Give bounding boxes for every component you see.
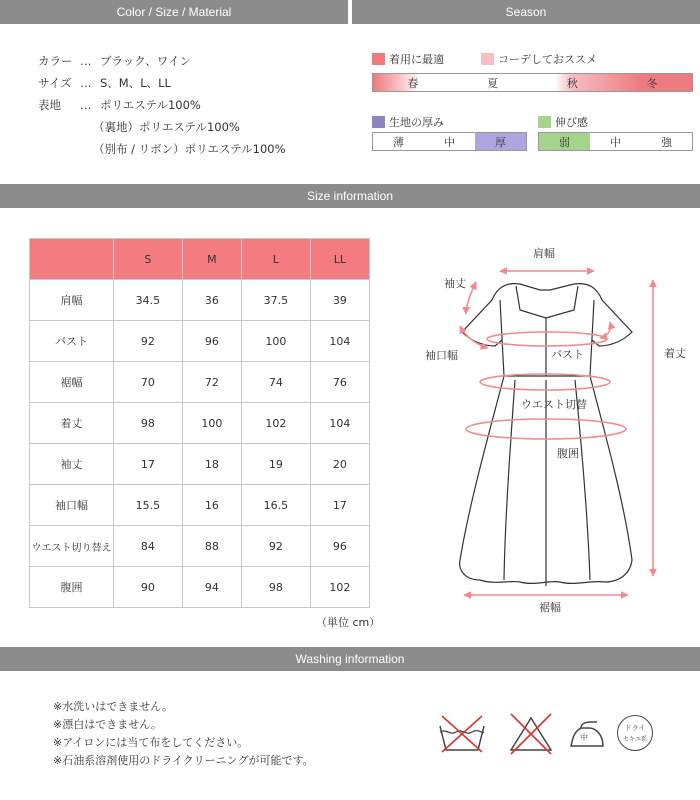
stretch-strong: 強 — [661, 135, 672, 149]
season-spring: 春 — [407, 76, 419, 90]
table-cell: 37.5 — [241, 280, 310, 321]
label-hem: 裾幅 — [539, 601, 561, 614]
table-cell: 98 — [114, 403, 183, 444]
wash-note: ※水洗いはできません。 — [53, 700, 173, 713]
table-cell: 100 — [241, 321, 310, 362]
table-row — [30, 403, 370, 444]
iron-icon — [567, 718, 607, 752]
stretch-medium: 中 — [610, 135, 621, 149]
season-summer: 夏 — [487, 76, 499, 90]
stretch-scale — [538, 132, 693, 151]
legend-swatch — [372, 116, 385, 128]
table-cell: 90 — [114, 567, 183, 608]
stretch-weak: 弱 — [539, 133, 590, 150]
thickness-medium: 中 — [444, 135, 455, 149]
table-cell: 17 — [114, 444, 183, 485]
table-row — [30, 485, 370, 526]
size-col-m: M — [182, 239, 241, 280]
no-bleach-icon — [505, 710, 557, 756]
size-info-header: Size information — [0, 184, 700, 208]
unit-note: （単位 cm） — [316, 616, 381, 629]
no-wash-icon — [436, 712, 488, 756]
table-cell: 92 — [114, 321, 183, 362]
material-value: S、M、L、LL — [100, 76, 171, 90]
table-row — [30, 444, 370, 485]
thickness-thin: 薄 — [393, 135, 404, 149]
material-label: サイズ — [38, 76, 72, 90]
material-label: 表地 — [38, 98, 61, 112]
season-winter: 冬 — [646, 76, 658, 90]
size-header-row — [30, 239, 370, 280]
table-cell: 102 — [310, 567, 369, 608]
table-cell: 100 — [182, 403, 241, 444]
label-shoulder: 肩幅 — [533, 247, 555, 260]
season-autumn: 秋 — [566, 76, 578, 90]
material-row — [38, 53, 191, 69]
material-label: カラー — [38, 54, 73, 68]
table-cell: 18 — [182, 444, 241, 485]
table-cell: 76 — [310, 362, 369, 403]
table-cell: 102 — [241, 403, 310, 444]
legend-swatch — [372, 53, 385, 65]
row-label: 肩幅 — [30, 280, 114, 321]
size-col-s: S — [114, 239, 183, 280]
season-scale — [372, 73, 693, 92]
separator: … — [80, 98, 92, 112]
iron-temp: 中 — [580, 733, 588, 742]
wash-note: ※アイロンには当て布をしてください。 — [53, 736, 249, 749]
wash-note: ※漂白はできません。 — [53, 718, 162, 731]
table-cell: 16 — [182, 485, 241, 526]
row-label: ウエスト切り替え — [30, 526, 114, 567]
legend-swatch — [481, 53, 494, 65]
dry-clean-icon — [617, 715, 653, 751]
table-cell: 104 — [310, 403, 369, 444]
table-cell: 17 — [310, 485, 369, 526]
table-cell: 96 — [310, 526, 369, 567]
row-label: 腹囲 — [30, 567, 114, 608]
season-header: Season — [352, 0, 700, 24]
size-corner-cell — [30, 239, 114, 280]
table-cell: 88 — [182, 526, 241, 567]
table-cell: 98 — [241, 567, 310, 608]
legend-label: 生地の厚み — [389, 116, 444, 129]
separator: … — [80, 54, 92, 68]
table-cell: 20 — [310, 444, 369, 485]
table-row — [30, 567, 370, 608]
legend-swatch — [538, 116, 551, 128]
label-sleeve-length: 袖丈 — [444, 277, 466, 290]
row-label: 袖丈 — [30, 444, 114, 485]
row-label: 裾幅 — [30, 362, 114, 403]
label-cuff: 袖口幅 — [425, 349, 458, 362]
table-cell: 19 — [241, 444, 310, 485]
legend-thickness — [372, 114, 444, 130]
material-row — [38, 97, 201, 113]
lining-row: （裏地）ポリエステル100% — [93, 120, 240, 134]
table-row — [30, 526, 370, 567]
table-cell: 94 — [182, 567, 241, 608]
material-value: ポリエステル100% — [100, 98, 201, 112]
wash-note: ※石油系溶剤使用のドライクリーニングが可能です。 — [53, 754, 314, 767]
ribbon-row: （別布 / リボン）ポリエステル100% — [93, 142, 286, 156]
table-cell: 39 — [310, 280, 369, 321]
washing-header: Washing information — [0, 647, 700, 671]
row-label: バスト — [30, 321, 114, 362]
measure-arrows — [460, 271, 653, 595]
dress-outline — [460, 284, 632, 586]
material-header: Color / Size / Material — [0, 0, 348, 24]
thickness-scale — [372, 132, 527, 151]
table-cell: 15.5 — [114, 485, 183, 526]
material-row — [38, 75, 171, 91]
material-value: ブラック、ワイン — [100, 54, 191, 68]
table-cell: 104 — [310, 321, 369, 362]
label-length: 着丈 — [664, 347, 686, 360]
table-cell: 92 — [241, 526, 310, 567]
table-row — [30, 321, 370, 362]
table-cell: 36 — [182, 280, 241, 321]
table-cell: 16.5 — [241, 485, 310, 526]
legend-label: 伸び感 — [555, 116, 588, 129]
table-cell: 84 — [114, 526, 183, 567]
size-table — [29, 238, 370, 608]
legend-label: 着用に最適 — [389, 53, 444, 66]
legend-stretch — [538, 114, 588, 130]
table-row — [30, 280, 370, 321]
size-col-ll: LL — [310, 239, 369, 280]
table-cell: 96 — [182, 321, 241, 362]
row-label: 着丈 — [30, 403, 114, 444]
dry-clean-bottom: セキユ系 — [622, 736, 647, 743]
legend-coord — [481, 51, 597, 67]
dry-clean-top: ドライ — [624, 724, 646, 732]
row-label: 袖口幅 — [30, 485, 114, 526]
table-cell: 72 — [182, 362, 241, 403]
separator: … — [80, 76, 92, 90]
thickness-thick: 厚 — [475, 133, 526, 150]
table-cell: 34.5 — [114, 280, 183, 321]
table-cell: 70 — [114, 362, 183, 403]
legend-label: コーデしておススメ — [498, 53, 597, 66]
size-col-l: L — [241, 239, 310, 280]
table-cell: 74 — [241, 362, 310, 403]
label-belly: 腹囲 — [557, 447, 579, 460]
label-bust: バスト — [551, 348, 584, 361]
legend-best — [372, 51, 444, 67]
table-row — [30, 362, 370, 403]
label-waist: ウエスト切替 — [521, 398, 587, 411]
